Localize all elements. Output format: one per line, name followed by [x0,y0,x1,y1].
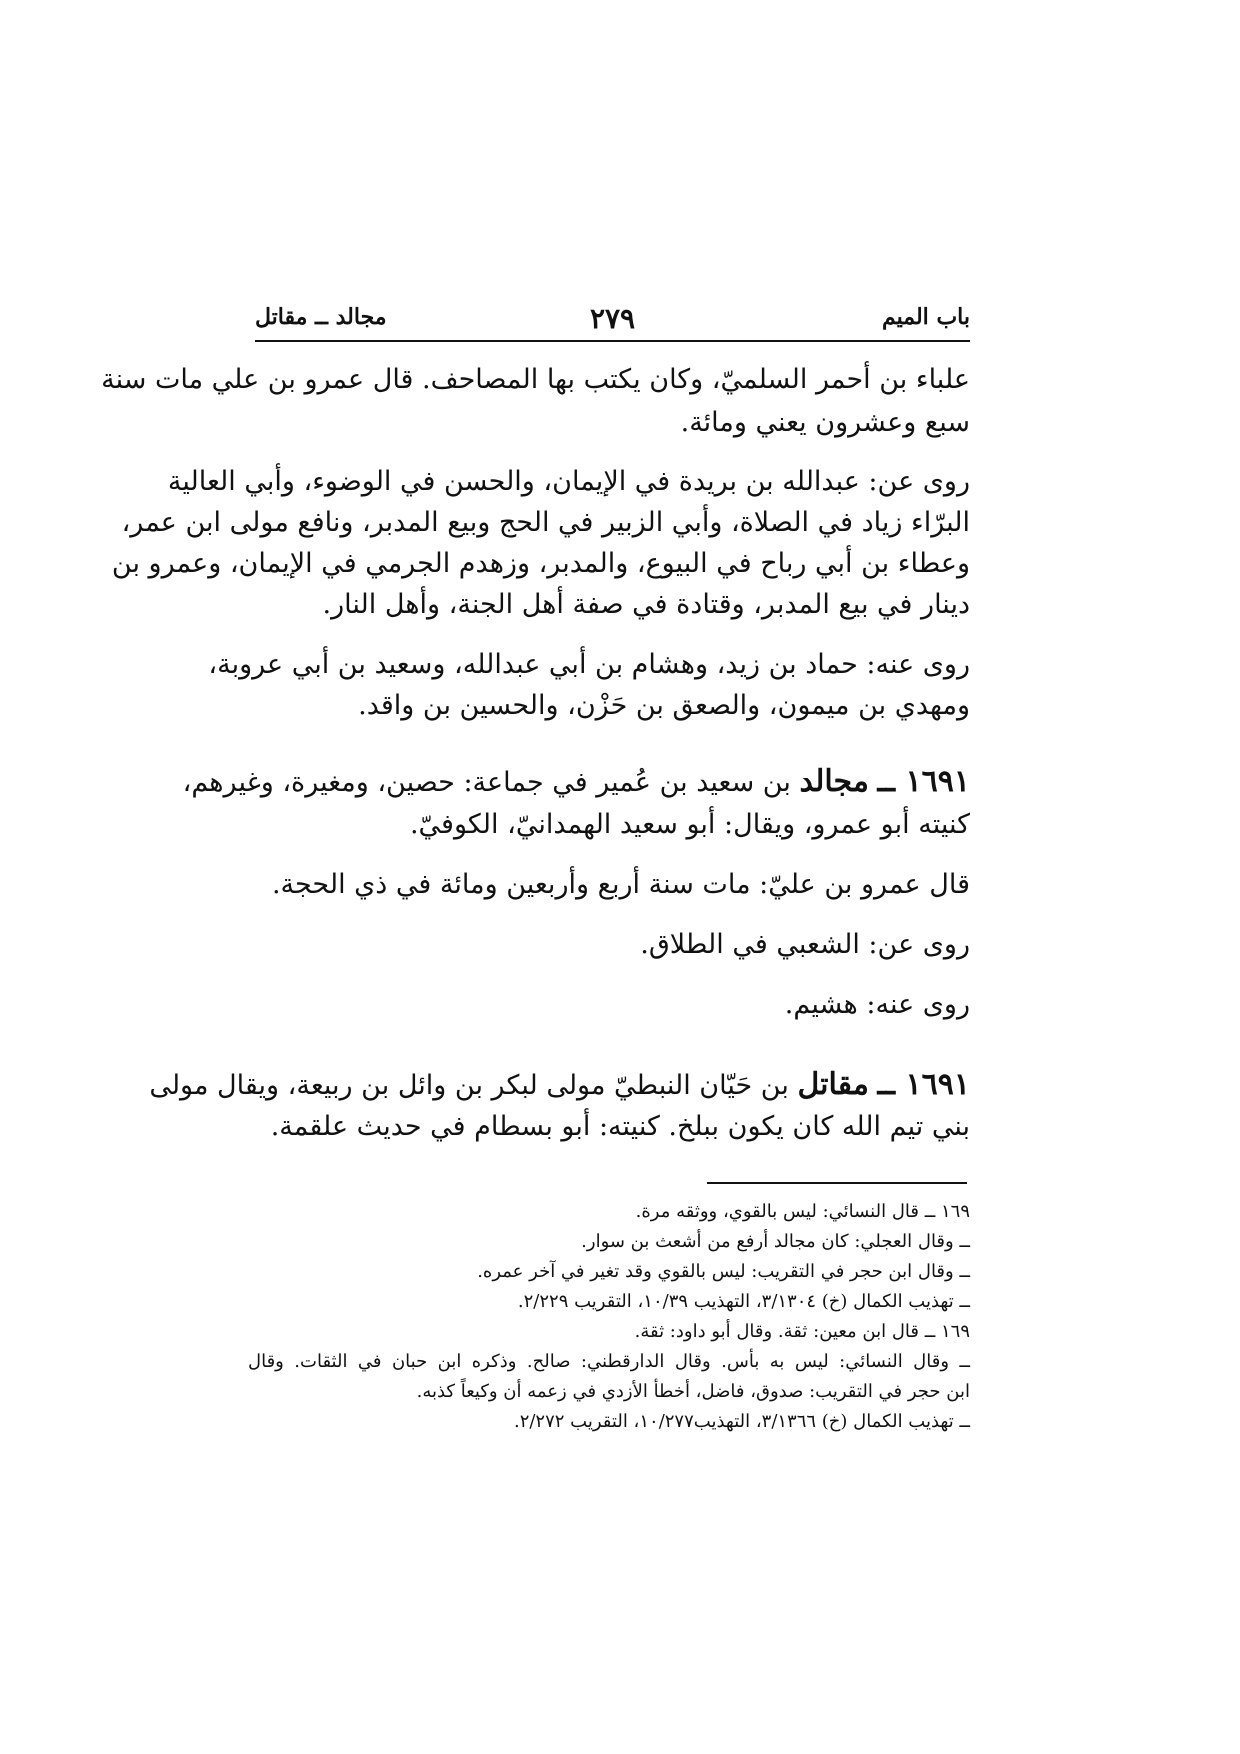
body-line: روى عن: عبدالله بن بريدة في الإيمان، والحسن في الوضوء، وأبي العالية [167,466,970,497]
body-line: علباء بن أحمر السلميّ، وكان يكتب بها المصاحف. قال عمرو بن علي مات سنة [101,364,970,395]
footnote-line: ــ وقال النسائي: ليس به بأس. وقال الدارقطني: صالح. وذكره ابن حبان في الثقات. وقال [248,1351,970,1372]
body-line: روى عنه: هشيم. [784,989,970,1020]
body-line: بني تيم الله كان يكون ببلخ. كنيته: أبو بسطام في حديث علقمة. [270,1111,970,1142]
footnote-line: ١٦٩ ــ قال النسائي: ليس بالقوي، ووثقه مرة. [635,1201,970,1222]
entry-heading-line [149,1065,970,1106]
footnote-line: ــ تهذيب الكمال (خ) ٣/١٣٠٤، التهذيب ١٠/٣٩، التقريب ٢/٢٢٩. [517,1291,970,1312]
entry-text: بن حَيّان النبطيّ مولى لبكر بن وائل بن ربيعة، ويقال مولى [149,1070,789,1101]
body-line: سبع وعشرون يعني ومائة. [680,407,970,438]
header-chapter-title: باب الميم [881,304,970,330]
footnote-line: ــ وقال ابن حجر في التقريب: ليس بالقوي وقد تغير في آخر عمره. [477,1261,970,1282]
footnote-line: ــ وقال العجلي: كان مجالد أرفع من أشعث بن سوار. [581,1231,970,1252]
body-line: روى عن: الشعبي في الطلاق. [640,929,970,960]
footnote-separator [707,1182,967,1184]
footnote-line: ١٦٩ ــ قال ابن معين: ثقة. وقال أبو داود: ثقة. [634,1321,970,1342]
body-line: قال عمرو بن عليّ: مات سنة أربع وأربعين ومائة في ذي الحجة. [271,869,970,900]
header-entry-range: مجالد ــ مقاتل [255,304,387,330]
body-line: البرّاء زياد في الصلاة، وأبي الزبير في الحج وبيع المدبر، ونافع مولى ابن عمر، [121,507,970,538]
page-number: ٢٧٩ [589,302,636,335]
entry-heading-line [182,762,970,803]
page-header [255,300,970,342]
body-line: دينار في بيع المدبر، وقتادة في صفة أهل الجنة، وأهل النار. [322,589,970,620]
body-line: روى عنه: حماد بن زيد، وهشام بن أبي عبدالله، وسعيد بن أبي عروبة، [208,649,970,680]
entry-name: مجالد [799,764,869,799]
body-line: وعطاء بن أبي رباح في البيوع، والمدبر، وزهدم الجرمي في الإيمان، وعمرو بن [111,548,970,579]
footnote-line: ــ تهذيب الكمال (خ) ٣/١٣٦٦، التهذيب١٠/٢٧٧، التقريب ٢/٢٧٢. [513,1411,970,1432]
entry-number: ١٦٩١ ــ [877,1067,970,1102]
body-line: كنيته أبو عمرو، ويقال: أبو سعيد الهمدانيّ، الكوفيّ. [409,809,970,840]
body-line: ومهدي بن ميمون، والصعق بن حَزْن، والحسين بن واقد. [358,690,970,721]
entry-name: مقاتل [797,1067,869,1102]
entry-text: بن سعيد بن عُمير في جماعة: حصين، ومغيرة، وغيرهم، [182,767,791,798]
entry-number: ١٦٩١ ــ [877,764,970,799]
footnote-line: ابن حجر في التقريب: صدوق، فاضل، أخطأ الأزدي في زعمه أن وكيعاً كذبه. [416,1381,970,1402]
